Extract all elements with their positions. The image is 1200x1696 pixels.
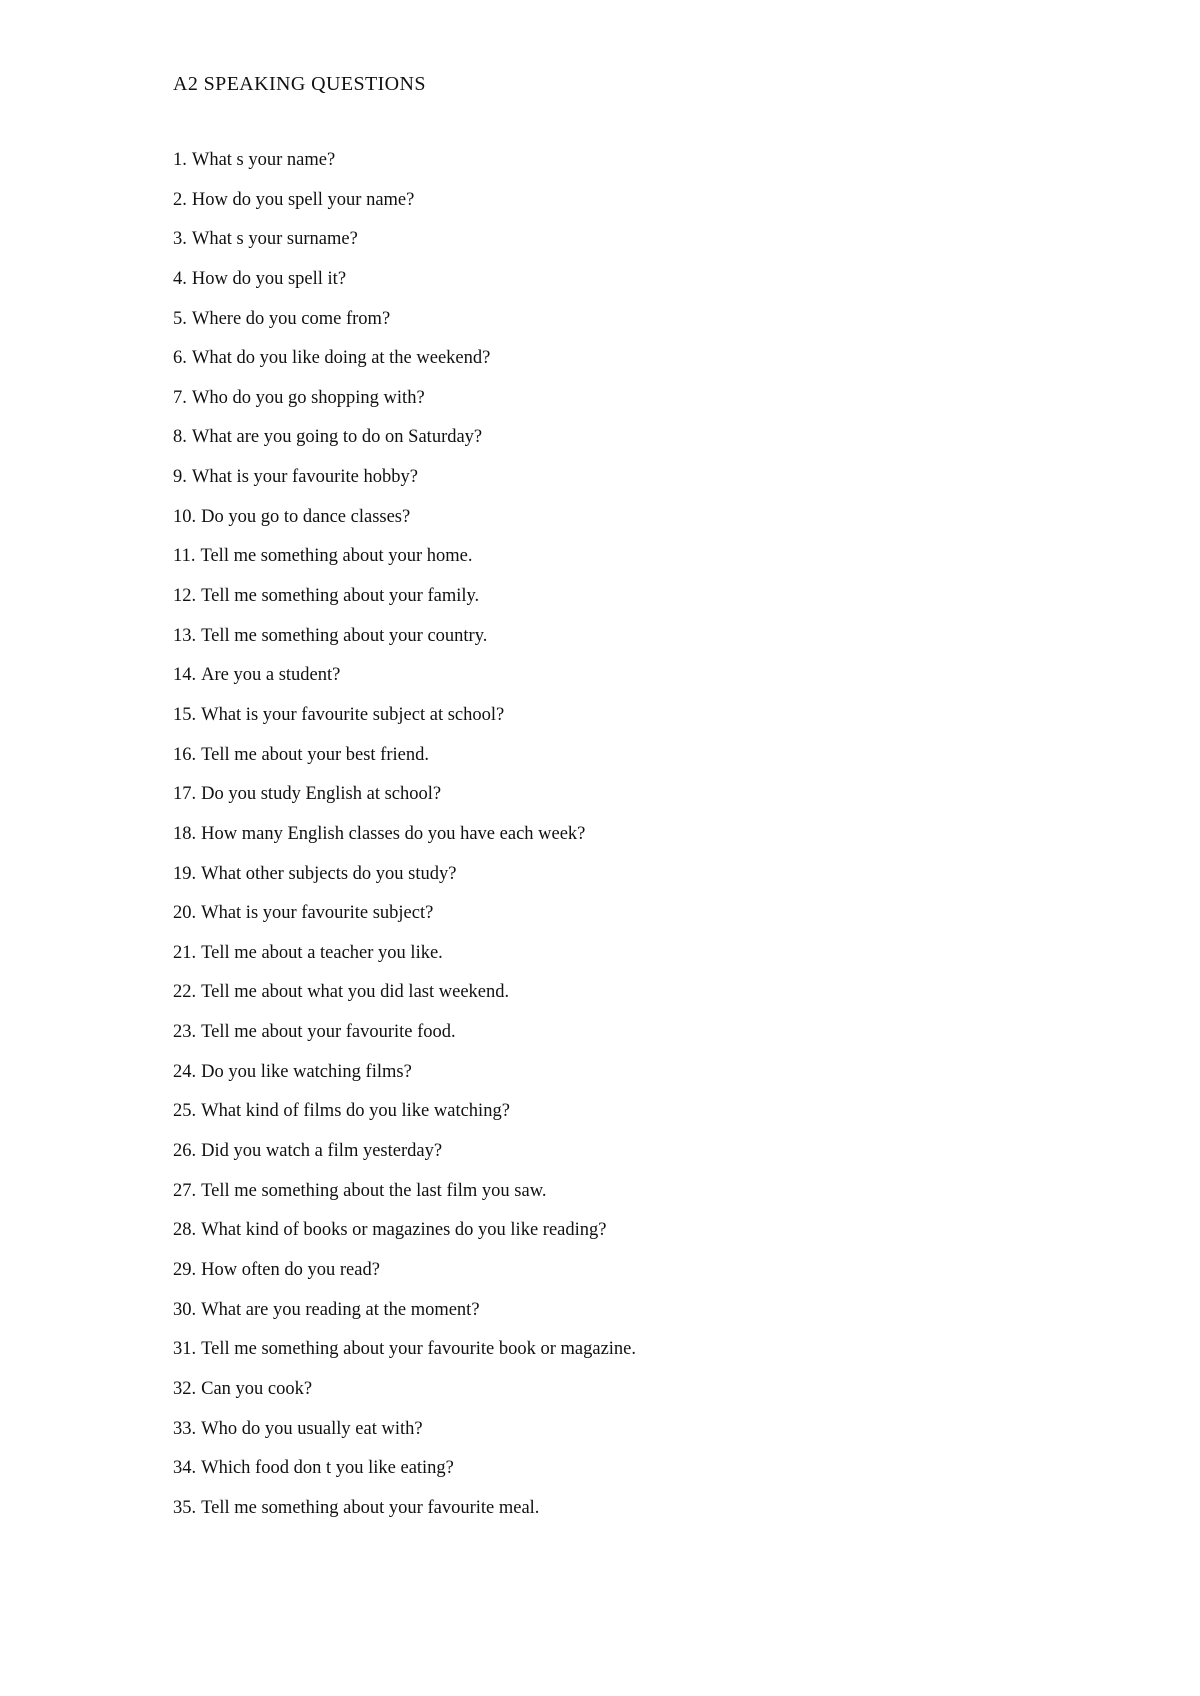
question-text: Tell me something about the last film you saw. [201,1180,547,1201]
question-number: 8. [173,427,187,448]
question-text: Which food don t you like eating? [201,1458,454,1479]
question-item [173,1449,1160,1489]
question-number: 11. [173,546,196,567]
question-text: Where do you come from? [191,308,391,329]
question-item [173,537,1160,577]
question-number: 7. [173,387,187,408]
question-text: Do you like watching films? [201,1061,412,1082]
question-item [173,141,1160,181]
question-number: 22. [173,982,197,1003]
question-text: Are you a student? [201,665,341,686]
question-text: Tell me something about your country. [201,625,488,646]
question-number: 32. [173,1378,197,1399]
question-text: Tell me something about your favourite meal. [201,1497,540,1518]
question-text: What s your name? [191,150,336,170]
question-item [173,696,1160,736]
question-number: 20. [173,903,197,924]
question-text: What are you going to do on Saturday? [191,427,483,448]
document-page [173,72,1160,1528]
question-number: 16. [173,744,197,765]
question-item [173,775,1160,815]
question-text: How many English classes do you have each week? [201,823,586,844]
question-text: What s your surname? [191,229,358,250]
question-text: How do you spell it? [191,268,347,289]
question-text: Tell me about your favourite food. [201,1022,456,1043]
question-text: What is your favourite subject? [201,903,434,924]
question-number: 29. [173,1259,197,1280]
question-text: What kind of films do you like watching? [201,1101,510,1122]
question-list [173,141,1160,1528]
question-item [173,300,1160,340]
question-number: 34. [173,1458,197,1479]
question-number: 27. [173,1180,197,1201]
question-item [173,973,1160,1013]
question-text: Who do you go shopping with? [191,387,425,408]
question-text: Tell me something about your home. [200,546,473,567]
question-text: What kind of books or magazines do you like reading? [201,1220,607,1241]
question-item [173,498,1160,538]
question-item [173,617,1160,657]
question-text: Tell me about what you did last weekend. [201,982,510,1003]
question-number: 19. [173,863,197,884]
question-number: 23. [173,1022,197,1043]
question-text: Who do you usually eat with? [201,1418,423,1439]
question-text: What are you reading at the moment? [201,1299,480,1320]
question-item [173,1172,1160,1212]
question-number: 13. [173,625,197,646]
question-text: Tell me something about your favourite book or magazine. [201,1339,637,1360]
question-item [173,1211,1160,1251]
question-text: What is your favourite subject at school? [201,704,505,725]
question-text: How often do you read? [201,1259,380,1280]
question-item [173,1330,1160,1370]
question-number: 28. [173,1220,197,1241]
question-number: 30. [173,1299,197,1320]
question-text: What do you like doing at the weekend? [191,348,491,369]
question-number: 25. [173,1101,197,1122]
question-text: Do you study English at school? [201,784,442,805]
question-item [173,1092,1160,1132]
question-number: 18. [173,823,197,844]
question-item [173,855,1160,895]
question-text: Tell me about a teacher you like. [201,942,443,963]
question-number: 26. [173,1141,197,1162]
page-title: A2 SPEAKING QUESTIONS [173,73,426,95]
question-number: 14. [173,665,197,686]
question-number: 2. [173,189,187,210]
question-text: Can you cook? [201,1378,313,1399]
question-item [173,577,1160,617]
question-number: 10. [173,506,197,527]
question-number: 33. [173,1418,197,1439]
question-item [173,220,1160,260]
question-text: Do you go to dance classes? [201,506,411,527]
question-text: What other subjects do you study? [201,863,457,884]
question-item [173,815,1160,855]
question-number: 17. [173,784,197,805]
question-item [173,1291,1160,1331]
question-item [173,260,1160,300]
question-item [173,1013,1160,1053]
question-item [173,418,1160,458]
question-item [173,934,1160,974]
question-item [173,656,1160,696]
question-text: Did you watch a film yesterday? [201,1141,443,1162]
question-text: What is your favourite hobby? [191,467,418,488]
question-item [173,1410,1160,1450]
question-item [173,1251,1160,1291]
question-number: 31. [173,1339,197,1360]
question-number: 4. [173,268,187,289]
question-number: 1. [173,150,187,170]
question-text: Tell me about your best friend. [201,744,429,765]
question-item [173,379,1160,419]
question-item [173,181,1160,221]
question-item [173,458,1160,498]
question-number: 6. [173,348,187,369]
question-number: 21. [173,942,197,963]
question-number: 3. [173,229,187,250]
question-number: 12. [173,586,197,607]
question-number: 9. [173,467,187,488]
question-item [173,1132,1160,1172]
question-text: How do you spell your name? [191,189,415,210]
question-item [173,1489,1160,1529]
question-text: Tell me something about your family. [201,586,480,607]
question-number: 24. [173,1061,197,1082]
question-item [173,894,1160,934]
question-number: 5. [173,308,187,329]
question-item [173,1053,1160,1093]
question-item [173,339,1160,379]
question-number: 35. [173,1497,197,1518]
question-item [173,1370,1160,1410]
question-item [173,736,1160,776]
question-number: 15. [173,704,197,725]
